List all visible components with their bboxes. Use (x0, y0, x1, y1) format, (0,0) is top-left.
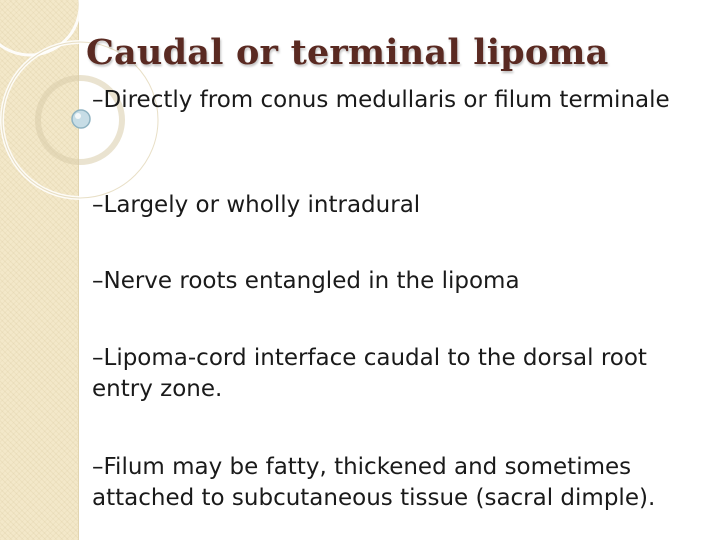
bullet-intradural: –Largely or wholly intradural (92, 192, 421, 218)
decorative-side-panel (0, 0, 79, 540)
bullet-cord-interface: –Lipoma-cord interface caudal to the dorsal root entry zone. (92, 345, 647, 402)
slide-title: Caudal or terminal lipoma (86, 32, 609, 73)
bullet-conus-medullaris: –Directly from conus medullaris or filum terminale (92, 87, 670, 113)
bullet-filum: –Filum may be fatty, thickened and sometimes attached to subcutaneous tissue (sacral dimple). (92, 454, 656, 511)
bullet-nerve-roots: –Nerve roots entangled in the lipoma (92, 268, 520, 294)
